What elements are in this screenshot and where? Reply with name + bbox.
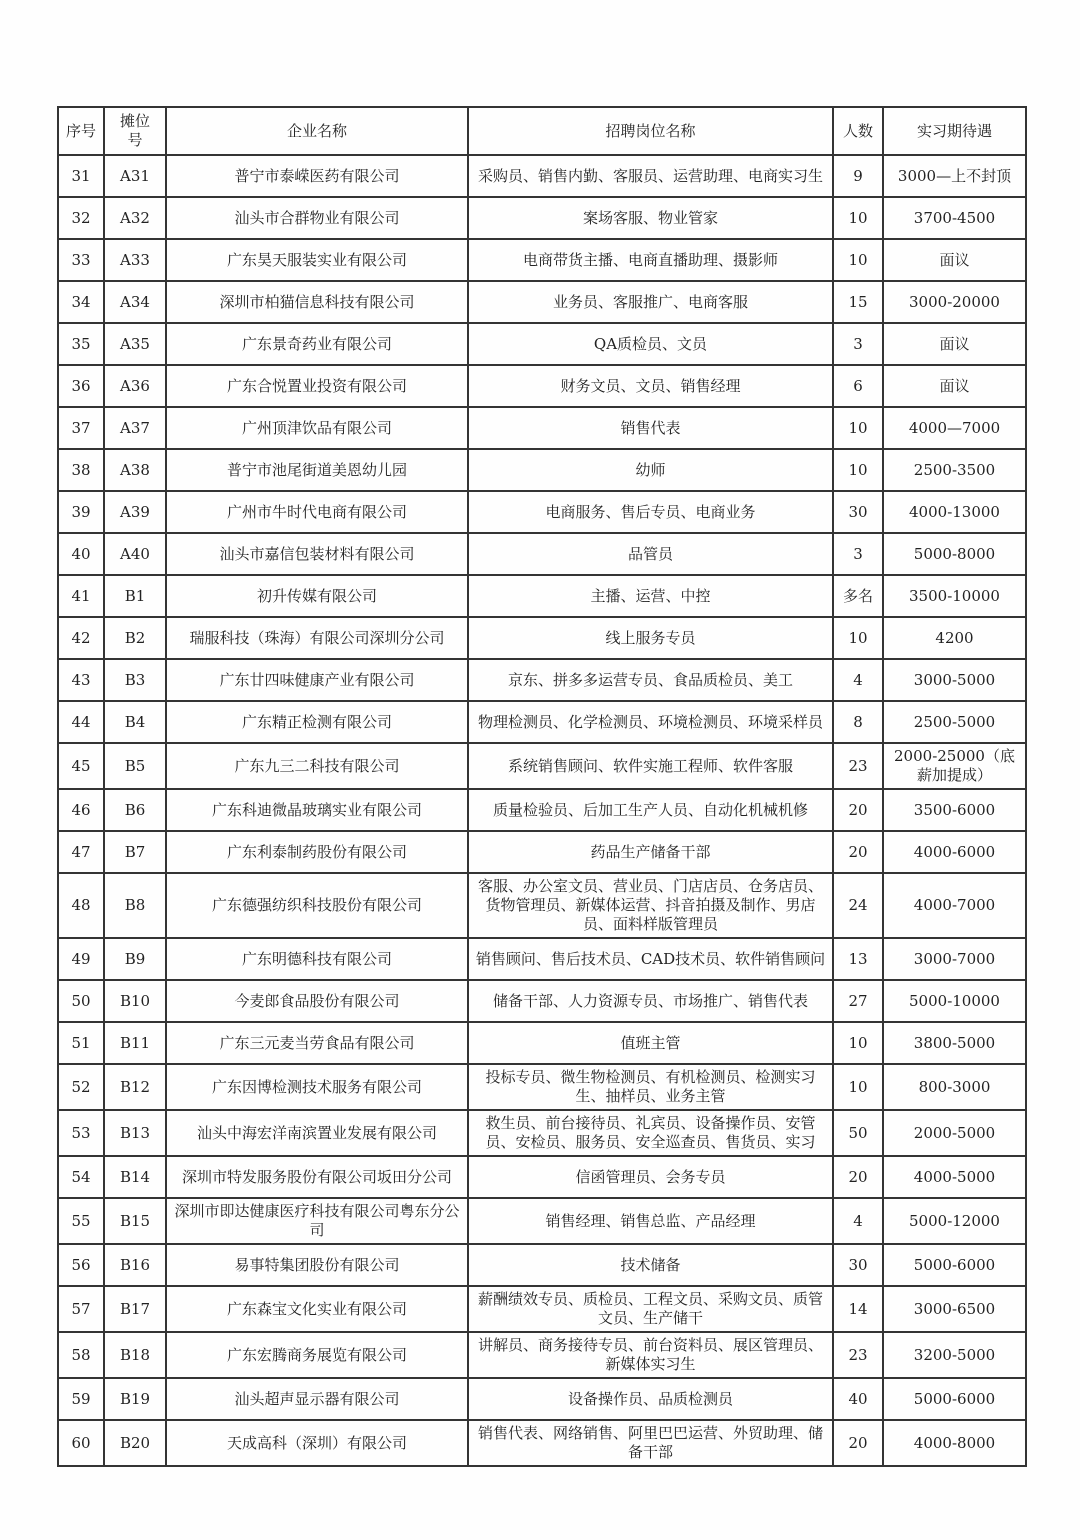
cell-company: 初升传媒有限公司 — [166, 575, 468, 617]
header-salary: 实习期待遇 — [883, 107, 1026, 155]
cell-positions: 采购员、销售内勤、客服员、运营助理、电商实习生 — [468, 155, 833, 197]
table-row — [58, 1064, 1026, 1110]
cell-positions: 财务文员、文员、销售经理 — [468, 365, 833, 407]
cell-salary: 800-3000 — [883, 1064, 1026, 1110]
cell-serial: 48 — [58, 873, 104, 938]
cell-salary: 4000-6000 — [883, 831, 1026, 873]
cell-company: 广东宏腾商务展览有限公司 — [166, 1332, 468, 1378]
cell-salary: 5000-6000 — [883, 1378, 1026, 1420]
cell-serial: 32 — [58, 197, 104, 239]
cell-serial: 46 — [58, 789, 104, 831]
cell-positions: 讲解员、商务接待专员、前台资料员、展区管理员、新媒体实习生 — [468, 1332, 833, 1378]
cell-booth: B5 — [104, 743, 166, 789]
cell-count: 4 — [833, 1198, 883, 1244]
cell-booth: A40 — [104, 533, 166, 575]
cell-positions: 销售经理、销售总监、产品经理 — [468, 1198, 833, 1244]
cell-booth: B10 — [104, 980, 166, 1022]
cell-serial: 39 — [58, 491, 104, 533]
cell-serial: 55 — [58, 1198, 104, 1244]
cell-booth: A33 — [104, 239, 166, 281]
cell-salary: 2500-3500 — [883, 449, 1026, 491]
table-row — [58, 407, 1026, 449]
cell-count: 13 — [833, 938, 883, 980]
cell-company: 广东廿四味健康产业有限公司 — [166, 659, 468, 701]
cell-positions: 电商服务、售后专员、电商业务 — [468, 491, 833, 533]
cell-booth: B13 — [104, 1110, 166, 1156]
cell-positions: 销售顾问、售后技术员、CAD技术员、软件销售顾问 — [468, 938, 833, 980]
cell-count: 20 — [833, 789, 883, 831]
table-row — [58, 365, 1026, 407]
cell-serial: 52 — [58, 1064, 104, 1110]
cell-positions: 储备干部、人力资源专员、市场推广、销售代表 — [468, 980, 833, 1022]
table-row — [58, 533, 1026, 575]
cell-positions: 设备操作员、品质检测员 — [468, 1378, 833, 1420]
cell-company: 今麦郎食品股份有限公司 — [166, 980, 468, 1022]
cell-serial: 36 — [58, 365, 104, 407]
table-row — [58, 281, 1026, 323]
cell-serial: 43 — [58, 659, 104, 701]
cell-company: 易事特集团股份有限公司 — [166, 1244, 468, 1286]
table-row — [58, 1286, 1026, 1332]
job-fair-table — [57, 106, 1027, 1467]
cell-serial: 49 — [58, 938, 104, 980]
cell-company: 广东森宝文化实业有限公司 — [166, 1286, 468, 1332]
table-row — [58, 1244, 1026, 1286]
cell-salary: 5000-10000 — [883, 980, 1026, 1022]
cell-company: 普宁市池尾街道美恩幼儿园 — [166, 449, 468, 491]
header-company: 企业名称 — [166, 107, 468, 155]
cell-booth: B8 — [104, 873, 166, 938]
cell-positions: 业务员、客服推广、电商客服 — [468, 281, 833, 323]
cell-salary: 5000-6000 — [883, 1244, 1026, 1286]
cell-serial: 33 — [58, 239, 104, 281]
cell-company: 汕头市嘉信包装材料有限公司 — [166, 533, 468, 575]
cell-count: 10 — [833, 407, 883, 449]
cell-positions: 投标专员、微生物检测员、有机检测员、检测实习生、抽样员、业务主管 — [468, 1064, 833, 1110]
cell-salary: 3800-5000 — [883, 1022, 1026, 1064]
cell-count: 10 — [833, 1064, 883, 1110]
cell-salary: 3000—上不封顶 — [883, 155, 1026, 197]
cell-serial: 47 — [58, 831, 104, 873]
cell-salary: 3000-7000 — [883, 938, 1026, 980]
cell-count: 3 — [833, 323, 883, 365]
cell-serial: 58 — [58, 1332, 104, 1378]
cell-booth: B12 — [104, 1064, 166, 1110]
cell-positions: 技术储备 — [468, 1244, 833, 1286]
table-row — [58, 831, 1026, 873]
cell-count: 23 — [833, 1332, 883, 1378]
cell-positions: 主播、运营、中控 — [468, 575, 833, 617]
table-row — [58, 197, 1026, 239]
cell-count: 20 — [833, 1156, 883, 1198]
table-row — [58, 449, 1026, 491]
table-row — [58, 743, 1026, 789]
cell-count: 24 — [833, 873, 883, 938]
cell-salary: 面议 — [883, 365, 1026, 407]
cell-salary: 5000-8000 — [883, 533, 1026, 575]
table-row — [58, 323, 1026, 365]
cell-booth: A35 — [104, 323, 166, 365]
cell-company: 深圳市柏猫信息科技有限公司 — [166, 281, 468, 323]
cell-positions: 救生员、前台接待员、礼宾员、设备操作员、安管员、安检员、服务员、安全巡查员、售货员、实习 — [468, 1110, 833, 1156]
cell-booth: B14 — [104, 1156, 166, 1198]
cell-positions: 信函管理员、会务专员 — [468, 1156, 833, 1198]
cell-salary: 3000-6500 — [883, 1286, 1026, 1332]
cell-positions: 线上服务专员 — [468, 617, 833, 659]
cell-positions: 薪酬绩效专员、质检员、工程文员、采购文员、质管文员、生产储干 — [468, 1286, 833, 1332]
cell-positions: 系统销售顾问、软件实施工程师、软件客服 — [468, 743, 833, 789]
table-row — [58, 1420, 1026, 1466]
cell-booth: A34 — [104, 281, 166, 323]
cell-positions: 京东、拼多多运营专员、食品质检员、美工 — [468, 659, 833, 701]
cell-serial: 60 — [58, 1420, 104, 1466]
cell-salary: 4000—7000 — [883, 407, 1026, 449]
cell-company: 广东科迪微晶玻璃实业有限公司 — [166, 789, 468, 831]
cell-serial: 38 — [58, 449, 104, 491]
cell-positions: 电商带货主播、电商直播助理、摄影师 — [468, 239, 833, 281]
cell-salary: 面议 — [883, 323, 1026, 365]
cell-serial: 34 — [58, 281, 104, 323]
cell-company: 广东因博检测技术服务有限公司 — [166, 1064, 468, 1110]
cell-count: 15 — [833, 281, 883, 323]
cell-company: 广东合悦置业投资有限公司 — [166, 365, 468, 407]
cell-count: 10 — [833, 1022, 883, 1064]
cell-booth: B3 — [104, 659, 166, 701]
cell-serial: 41 — [58, 575, 104, 617]
cell-booth: B1 — [104, 575, 166, 617]
cell-company: 广东九三二科技有限公司 — [166, 743, 468, 789]
table-row — [58, 701, 1026, 743]
cell-serial: 45 — [58, 743, 104, 789]
header-positions: 招聘岗位名称 — [468, 107, 833, 155]
cell-salary: 面议 — [883, 239, 1026, 281]
table-header-row — [58, 107, 1026, 155]
cell-booth: B17 — [104, 1286, 166, 1332]
cell-company: 广州顶津饮品有限公司 — [166, 407, 468, 449]
cell-booth: B4 — [104, 701, 166, 743]
table-row — [58, 1156, 1026, 1198]
cell-positions: 药品生产储备干部 — [468, 831, 833, 873]
cell-salary: 5000-12000 — [883, 1198, 1026, 1244]
table-row — [58, 617, 1026, 659]
cell-positions: 客服、办公室文员、营业员、门店店员、仓务店员、货物管理员、新媒体运营、抖音拍摄及制作、男店员、面料样版管理员 — [468, 873, 833, 938]
cell-company: 广州市牛时代电商有限公司 — [166, 491, 468, 533]
cell-count: 23 — [833, 743, 883, 789]
cell-count: 30 — [833, 1244, 883, 1286]
cell-serial: 37 — [58, 407, 104, 449]
cell-serial: 57 — [58, 1286, 104, 1332]
cell-company: 广东昊天服装实业有限公司 — [166, 239, 468, 281]
cell-positions: 物理检测员、化学检测员、环境检测员、环境采样员 — [468, 701, 833, 743]
table-row — [58, 1378, 1026, 1420]
cell-positions: 案场客服、物业管家 — [468, 197, 833, 239]
cell-booth: B19 — [104, 1378, 166, 1420]
cell-booth: B16 — [104, 1244, 166, 1286]
cell-positions: 销售代表、网络销售、阿里巴巴运营、外贸助理、储备干部 — [468, 1420, 833, 1466]
cell-count: 27 — [833, 980, 883, 1022]
cell-booth: B11 — [104, 1022, 166, 1064]
cell-count: 9 — [833, 155, 883, 197]
cell-company: 广东明德科技有限公司 — [166, 938, 468, 980]
cell-booth: A37 — [104, 407, 166, 449]
cell-salary: 4000-8000 — [883, 1420, 1026, 1466]
table-row — [58, 659, 1026, 701]
cell-company: 汕头市合群物业有限公司 — [166, 197, 468, 239]
cell-serial: 42 — [58, 617, 104, 659]
cell-company: 广东精正检测有限公司 — [166, 701, 468, 743]
cell-company: 瑞服科技（珠海）有限公司深圳分公司 — [166, 617, 468, 659]
cell-company: 广东三元麦当劳食品有限公司 — [166, 1022, 468, 1064]
cell-company: 普宁市泰嵘医药有限公司 — [166, 155, 468, 197]
header-count: 人数 — [833, 107, 883, 155]
cell-booth: B15 — [104, 1198, 166, 1244]
cell-salary: 2000-25000（底薪加提成） — [883, 743, 1026, 789]
table-body — [58, 155, 1026, 1466]
table-row — [58, 980, 1026, 1022]
cell-company: 广东景奇药业有限公司 — [166, 323, 468, 365]
cell-booth: B7 — [104, 831, 166, 873]
cell-booth: A32 — [104, 197, 166, 239]
cell-booth: B18 — [104, 1332, 166, 1378]
cell-count: 3 — [833, 533, 883, 575]
cell-count: 10 — [833, 239, 883, 281]
cell-positions: 值班主管 — [468, 1022, 833, 1064]
cell-company: 汕头中海宏洋南滨置业发展有限公司 — [166, 1110, 468, 1156]
cell-company: 深圳市特发服务股份有限公司坂田分公司 — [166, 1156, 468, 1198]
table-row — [58, 873, 1026, 938]
table-row — [58, 1332, 1026, 1378]
cell-company: 天成高科（深圳）有限公司 — [166, 1420, 468, 1466]
table-row — [58, 155, 1026, 197]
table-row — [58, 938, 1026, 980]
cell-serial: 51 — [58, 1022, 104, 1064]
cell-salary: 4200 — [883, 617, 1026, 659]
cell-count: 10 — [833, 617, 883, 659]
cell-serial: 40 — [58, 533, 104, 575]
cell-booth: B9 — [104, 938, 166, 980]
cell-serial: 35 — [58, 323, 104, 365]
cell-count: 14 — [833, 1286, 883, 1332]
table-row — [58, 1198, 1026, 1244]
cell-salary: 4000-5000 — [883, 1156, 1026, 1198]
cell-count: 50 — [833, 1110, 883, 1156]
cell-salary: 2500-5000 — [883, 701, 1026, 743]
cell-count: 8 — [833, 701, 883, 743]
cell-salary: 3700-4500 — [883, 197, 1026, 239]
header-serial: 序号 — [58, 107, 104, 155]
cell-booth: A38 — [104, 449, 166, 491]
table-row — [58, 575, 1026, 617]
cell-positions: 质量检验员、后加工生产人员、自动化机械机修 — [468, 789, 833, 831]
table-row — [58, 491, 1026, 533]
cell-salary: 3500-10000 — [883, 575, 1026, 617]
cell-serial: 54 — [58, 1156, 104, 1198]
cell-count: 30 — [833, 491, 883, 533]
cell-salary: 3000-5000 — [883, 659, 1026, 701]
cell-salary: 3000-20000 — [883, 281, 1026, 323]
table-row — [58, 789, 1026, 831]
cell-positions: 销售代表 — [468, 407, 833, 449]
cell-serial: 53 — [58, 1110, 104, 1156]
cell-company: 汕头超声显示器有限公司 — [166, 1378, 468, 1420]
cell-count: 20 — [833, 1420, 883, 1466]
cell-count: 6 — [833, 365, 883, 407]
cell-booth: A36 — [104, 365, 166, 407]
cell-serial: 44 — [58, 701, 104, 743]
cell-company: 广东利泰制药股份有限公司 — [166, 831, 468, 873]
cell-serial: 50 — [58, 980, 104, 1022]
cell-count: 20 — [833, 831, 883, 873]
cell-booth: B20 — [104, 1420, 166, 1466]
cell-count: 多名 — [833, 575, 883, 617]
cell-salary: 4000-7000 — [883, 873, 1026, 938]
table-row — [58, 1110, 1026, 1156]
cell-count: 40 — [833, 1378, 883, 1420]
cell-count: 10 — [833, 449, 883, 491]
cell-positions: QA质检员、文员 — [468, 323, 833, 365]
cell-positions: 幼师 — [468, 449, 833, 491]
cell-count: 4 — [833, 659, 883, 701]
cell-positions: 品管员 — [468, 533, 833, 575]
cell-salary: 2000-5000 — [883, 1110, 1026, 1156]
cell-booth: A39 — [104, 491, 166, 533]
cell-serial: 59 — [58, 1378, 104, 1420]
cell-company: 广东德强纺织科技股份有限公司 — [166, 873, 468, 938]
cell-salary: 4000-13000 — [883, 491, 1026, 533]
cell-salary: 3200-5000 — [883, 1332, 1026, 1378]
cell-count: 10 — [833, 197, 883, 239]
cell-booth: B6 — [104, 789, 166, 831]
table-row — [58, 1022, 1026, 1064]
cell-serial: 56 — [58, 1244, 104, 1286]
cell-booth: A31 — [104, 155, 166, 197]
cell-company: 深圳市即达健康医疗科技有限公司粤东分公司 — [166, 1198, 468, 1244]
cell-salary: 3500-6000 — [883, 789, 1026, 831]
table-row — [58, 239, 1026, 281]
header-booth: 摊位号 — [104, 107, 166, 155]
cell-booth: B2 — [104, 617, 166, 659]
cell-serial: 31 — [58, 155, 104, 197]
